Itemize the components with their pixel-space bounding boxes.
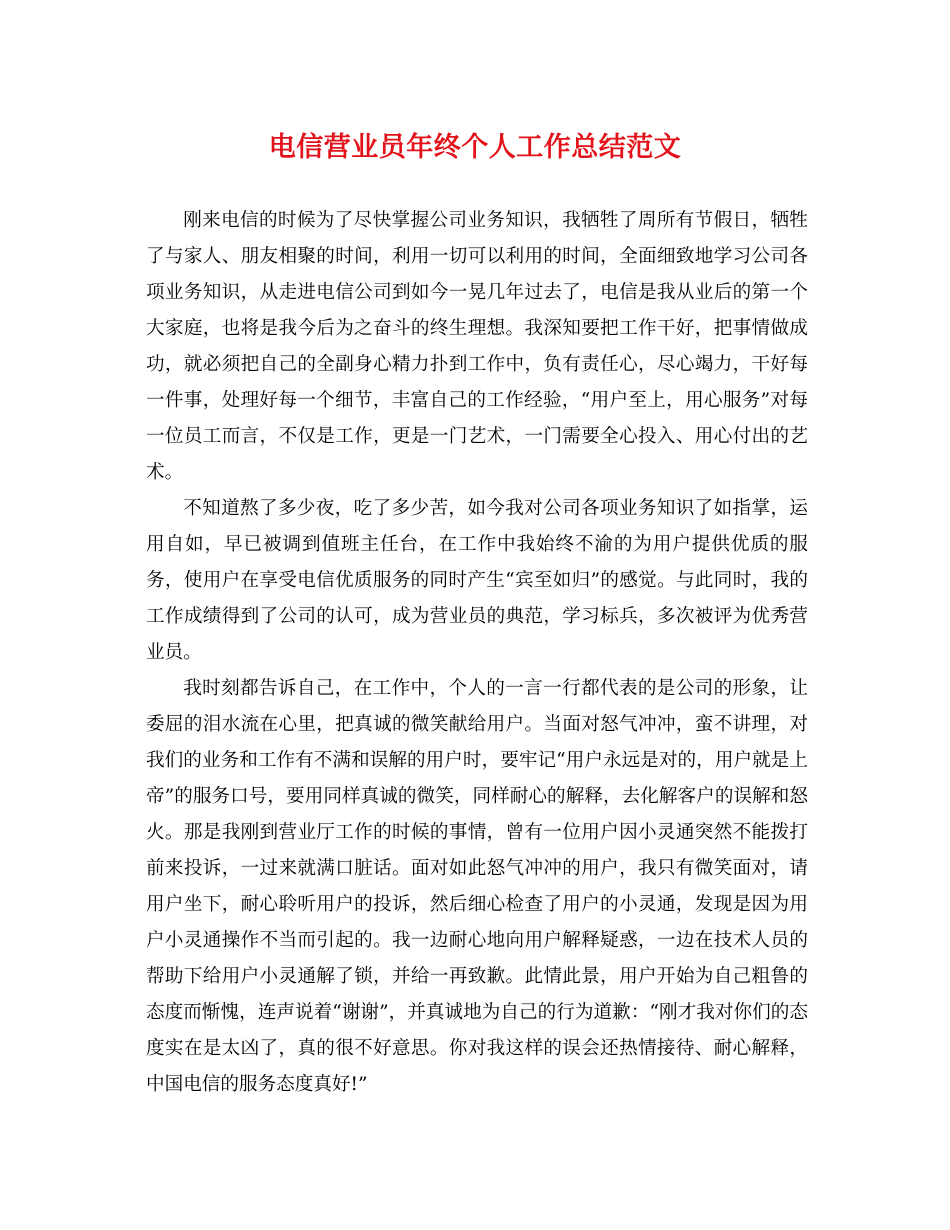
paragraph-2: 不知道熬了多少夜，吃了多少苦，如今我对公司各项业务知识了如指掌，运用自如，早已被调到值班主任台，在工作中我始终不渝的为用户提供优质的服务，使用户在享受电信优质服务的同时产生“宾至如归”的感觉。与此同时，我的工作成绩得到了公司的认可，成为营业员的典范，学习标兵，多次被评为优秀营业员。 [146,498,808,663]
document-body [146,203,808,1103]
document-title: 电信营业员年终个人工作总结范文 [268,132,682,163]
paragraph-1: 刚来电信的时候为了尽快掌握公司业务知识，我牺牲了周所有节假日，牺牲了与家人、朋友相聚的时间，利用一切可以利用的时间，全面细致地学习公司各项业务知识，从走进电信公司到如今一晃几年过去了，电信是我从业后的第一个大家庭，也将是我今后为之奋斗的终生理想。我深知要把工作干好，把事情做成功，就必须把自己的全副身心精力扑到工作中，负有责任心，尽心竭力，干好每一件事，处理好每一个细节，丰富自己的工作经验，“用户至上，用心服务”对每一位员工而言，不仅是工作，更是一门艺术，一门需要全心投入、用心付出的艺术。 [146,210,808,483]
paragraph-3: 我时刻都告诉自己，在工作中，个人的一言一行都代表的是公司的形象，让委屈的泪水流在心里，把真诚的微笑献给用户。当面对怒气冲冲，蛮不讲理，对我们的业务和工作有不满和误解的用户时，要牢记“用户永远是对的，用户就是上帝”的服务口号，要用同样真诚的微笑，同样耐心的解释，去化解客户的误解和怒火。那是我刚到营业厅工作的时候的事情，曾有一位用户因小灵通突然不能拨打前来投诉，一过来就满口脏话。面对如此怒气冲冲的用户，我只有微笑面对，请用户坐下，耐心聆听用户的投诉，然后细心检查了用户的小灵通，发现是因为用户小灵通操作不当而引起的。我一边耐心地向用户解释疑惑，一边在技术人员的帮助下给用户小灵通解了锁，并给一再致歉。此情此景，用户开始为自己粗鲁的态度而惭愧，连声说着“谢谢”，并真诚地为自己的行为道歉：“刚才我对你们的态度实在是太凶了，真的很不好意思。你对我这样的误会还热情接待、耐心解释，中国电信的服务态度真好!” [146,678,808,1095]
